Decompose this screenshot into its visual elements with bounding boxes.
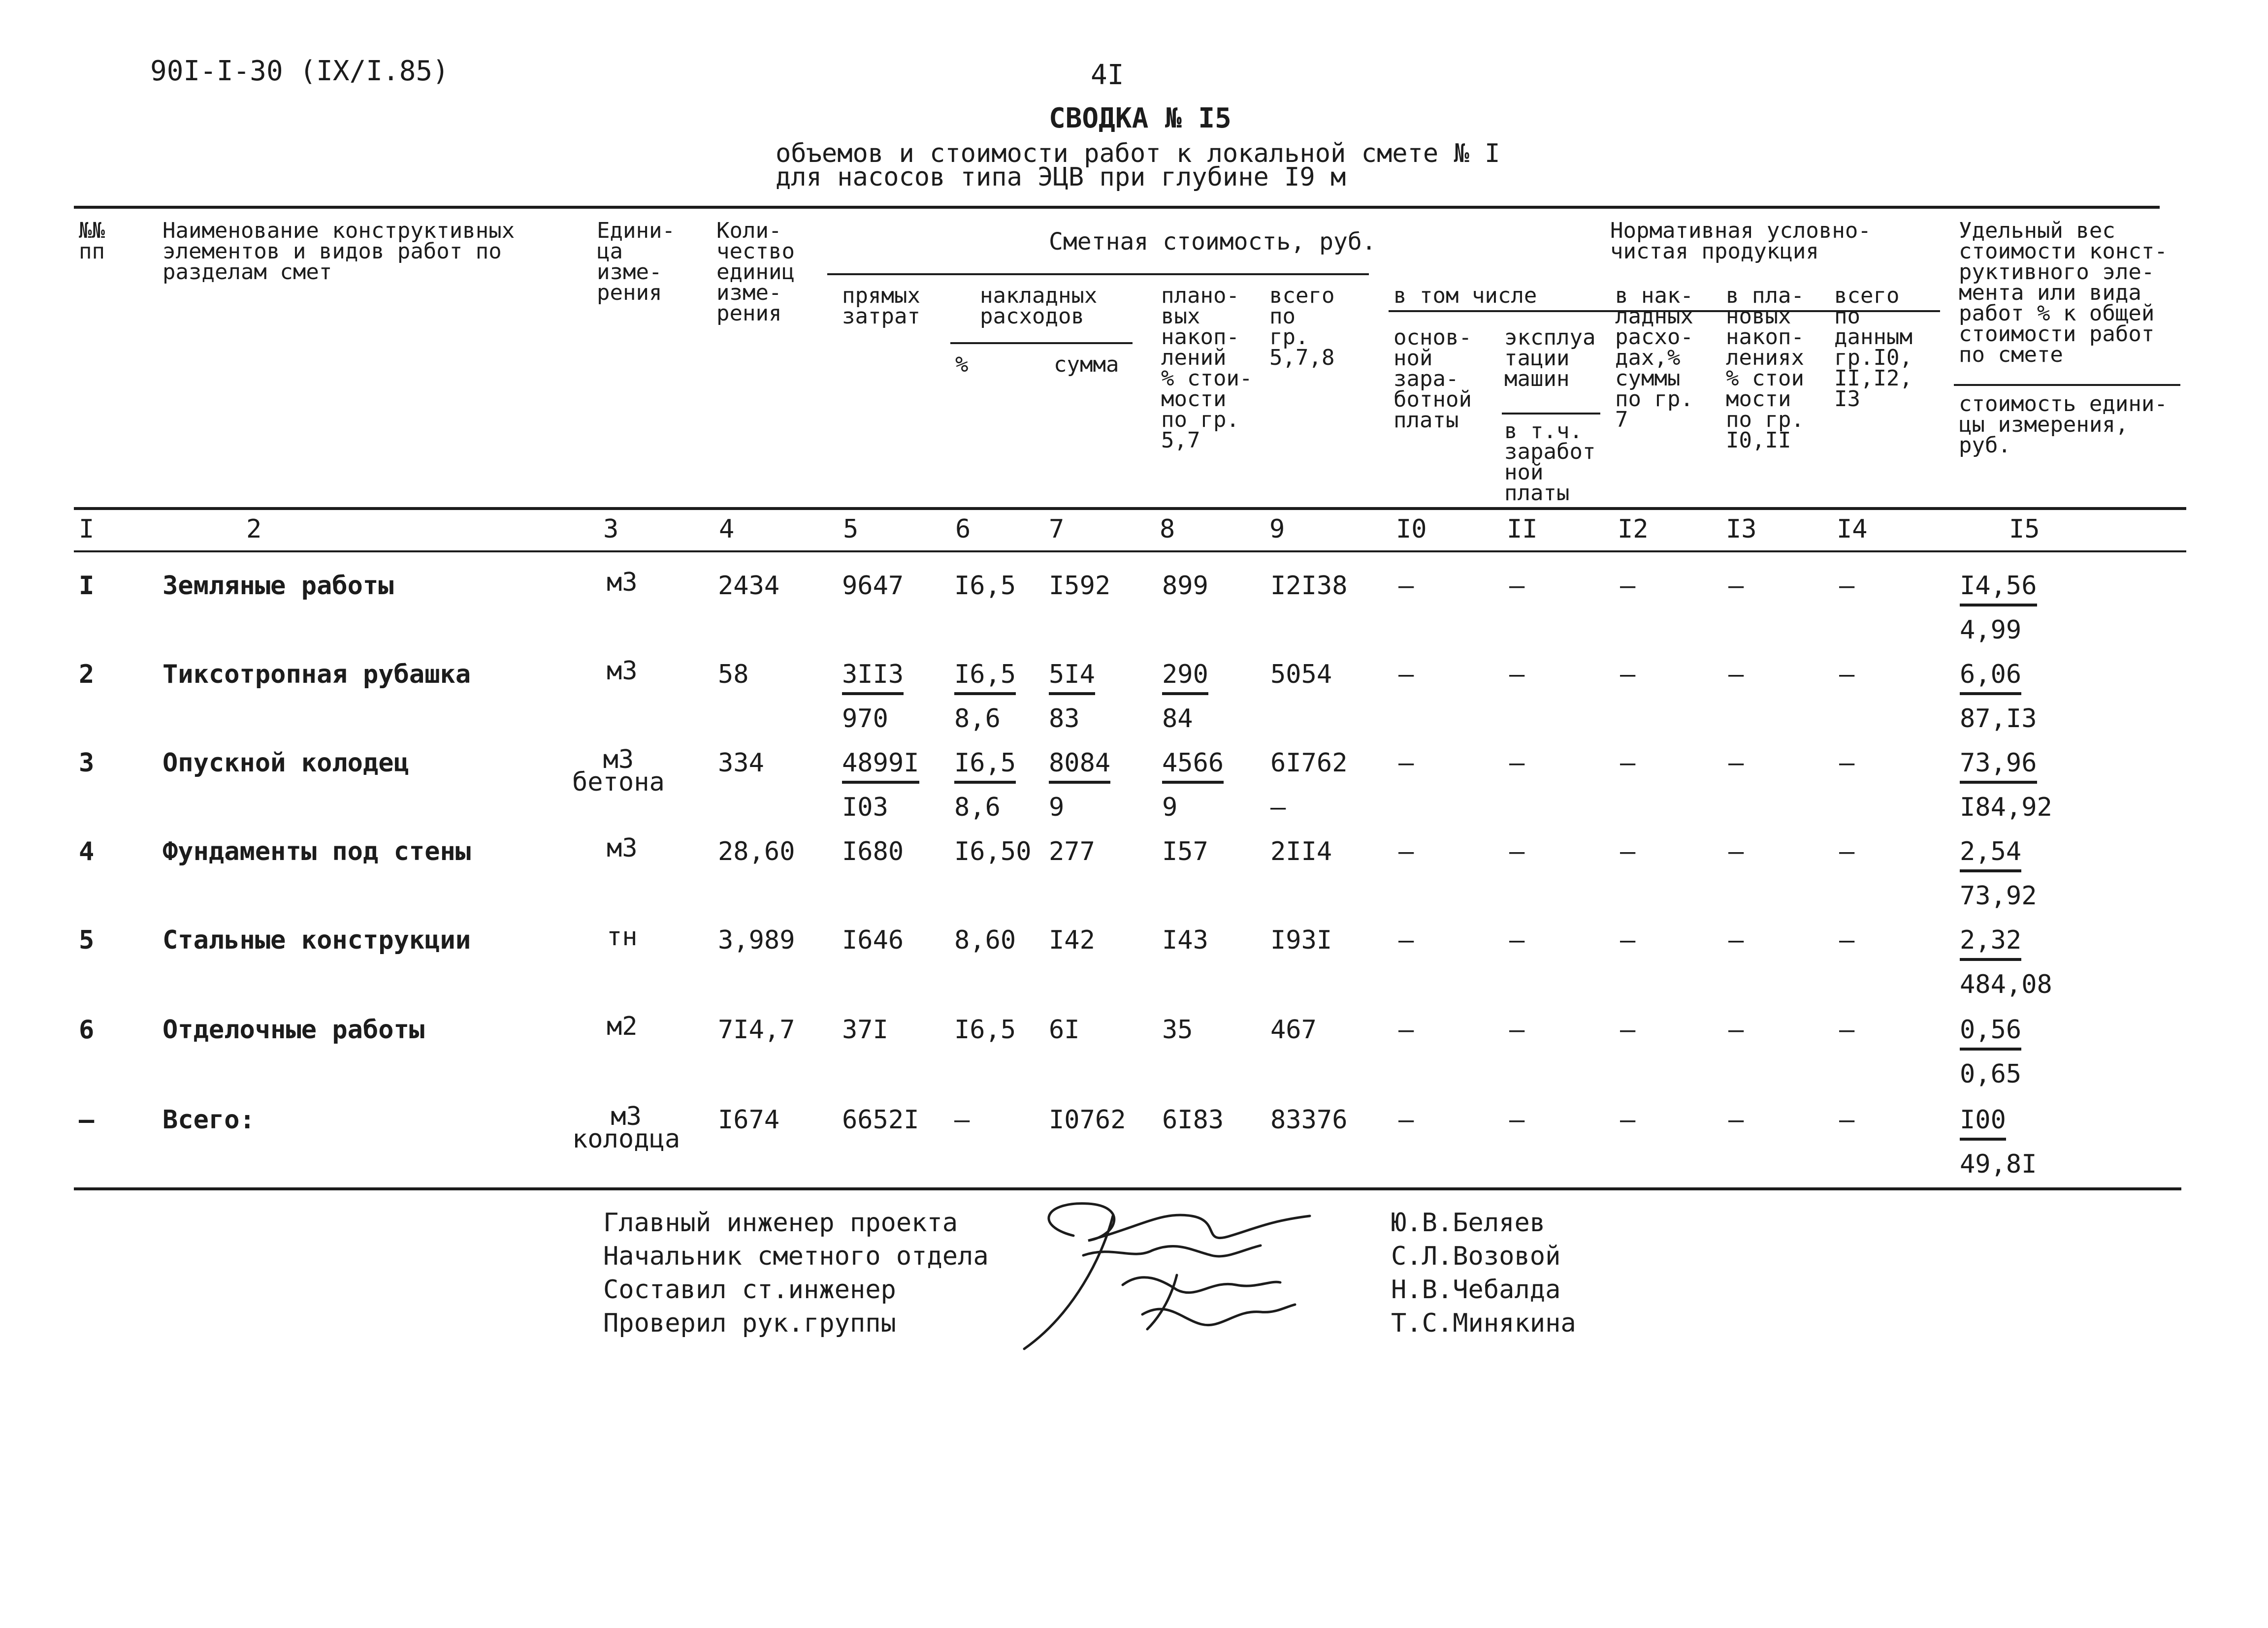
document-code: 90I-I-30 (IX/I.85) <box>150 55 449 87</box>
row-name: Земляные работы <box>162 571 394 601</box>
row-unit-cost: 4,99 <box>1960 615 2022 645</box>
col-number-3: 3 <box>603 514 619 544</box>
row-dash-col-10: – <box>1398 571 1414 601</box>
header-specific-bottom: стоимость едини- цы измерения, руб. <box>1959 391 2168 458</box>
row-overhead-pct-2: 8,6 <box>954 704 1001 734</box>
col-number-10: I0 <box>1396 514 1427 544</box>
row-total: 6I762 <box>1270 748 1348 778</box>
row-overhead-sum-2: 9 <box>1049 793 1065 822</box>
row-unit-cost: 49,8I <box>1960 1149 2037 1179</box>
header-overhead: накладных расходов <box>980 283 1098 329</box>
row-specific-weight: I00 <box>1960 1105 2006 1141</box>
row-qty: 58 <box>718 660 749 689</box>
row-total: 467 <box>1270 1015 1317 1045</box>
row-dash-col-12: – <box>1620 1015 1636 1045</box>
row-dash-col-10: – <box>1398 1015 1414 1045</box>
row-number: 5 <box>79 926 95 955</box>
header-total: всего по гр. 5,7,8 <box>1269 283 1335 370</box>
row-name: Тиксотропная рубашка <box>162 660 471 689</box>
row-specific-weight: 6,06 <box>1960 660 2021 695</box>
row-name: Опускной колодец <box>162 748 409 778</box>
row-dash-col-11: – <box>1509 660 1525 689</box>
row-unit-cost: 73,92 <box>1960 881 2037 911</box>
header-overhead-pct: % <box>955 352 969 377</box>
row-overhead-sum: 277 <box>1049 837 1095 866</box>
row-unit-cost: 484,08 <box>1960 970 2052 999</box>
row-overhead-sum: 8084 <box>1049 748 1110 784</box>
row-dash-col-14: – <box>1839 837 1855 866</box>
row-overhead-pct: – <box>954 1105 970 1135</box>
row-overhead-pct: I6,5 <box>954 748 1016 784</box>
header-planned: плано- вых накоп- лений % стои- мости по гр. 5,7 <box>1161 283 1253 453</box>
row-dash-col-13: – <box>1728 748 1744 778</box>
row-dash-col-13: – <box>1728 926 1744 955</box>
header-num: №№ пп <box>79 218 105 264</box>
row-unit: м3 колодца <box>572 1102 680 1154</box>
col-number-1: I <box>79 514 95 544</box>
signature-name-4: Т.С.Минякина <box>1391 1309 1576 1338</box>
row-dash-col-13: – <box>1728 571 1744 601</box>
row-direct-cost: I646 <box>842 926 904 955</box>
signature-label-estimate-head: Начальник сметного отдела <box>603 1242 989 1271</box>
row-overhead-pct: I6,5 <box>954 660 1016 695</box>
col-number-8: 8 <box>1160 514 1175 544</box>
row-dash-col-11: – <box>1509 571 1525 601</box>
signature-name-1: Ю.В.Беляев <box>1391 1208 1546 1238</box>
row-dash-col-14: – <box>1839 748 1855 778</box>
column-number-bottom-rule <box>74 550 2186 552</box>
header-basic-wage: основ- ной зара- ботной платы <box>1393 325 1472 433</box>
row-dash-col-13: – <box>1728 1015 1744 1045</box>
row-dash-col-13: – <box>1728 1105 1744 1135</box>
header-specific-top: Удельный вес стоимости конст- руктивного эле- мента или вида работ % к общей стоимости работ по смете <box>1959 218 2168 367</box>
row-name: Всего: <box>162 1105 255 1135</box>
row-dash-col-11: – <box>1509 748 1525 778</box>
row-dash-col-12: – <box>1620 1105 1636 1135</box>
table-header-bottom-rule <box>74 507 2186 510</box>
signature-label-chief-engineer: Главный инженер проекта <box>603 1208 958 1238</box>
overhead-rule <box>950 342 1133 344</box>
row-overhead-sum: I592 <box>1049 571 1111 601</box>
row-planned: I43 <box>1162 926 1208 955</box>
row-dash-col-12: – <box>1620 571 1636 601</box>
page-number: 4I <box>1091 59 1124 91</box>
header-cost-group: Сметная стоимость, руб. <box>1049 228 1376 255</box>
signature-label-compiled-by: Составил ст.инженер <box>603 1275 896 1305</box>
row-overhead-pct: I6,5 <box>954 571 1016 601</box>
row-unit: тн <box>607 922 638 952</box>
specific-divider-rule <box>1954 384 2180 386</box>
header-qty: Коли- чество единиц изме- рения <box>716 218 795 326</box>
row-specific-weight: I4,56 <box>1960 571 2037 607</box>
header-machines: эксплуа тации машин <box>1504 325 1596 391</box>
header-direct: прямых затрат <box>842 283 920 329</box>
col-number-12: I2 <box>1618 514 1649 544</box>
document-title: СВОДКА № I5 <box>1049 102 1231 134</box>
handwritten-signatures <box>1014 1181 1369 1369</box>
row-dash-col-12: – <box>1620 926 1636 955</box>
row-dash-col-10: – <box>1398 1105 1414 1135</box>
col-number-5: 5 <box>843 514 859 544</box>
row-dash-col-14: – <box>1839 1105 1855 1135</box>
row-qty: 3,989 <box>718 926 795 955</box>
row-number: 4 <box>79 837 95 866</box>
row-dash-col-13: – <box>1728 660 1744 689</box>
row-unit-cost: 0,65 <box>1960 1059 2022 1089</box>
row-unit: м3 <box>607 656 638 686</box>
row-total: 2II4 <box>1270 837 1332 866</box>
row-dash-col-10: – <box>1398 748 1414 778</box>
row-planned-2: 9 <box>1162 793 1178 822</box>
row-dash-col-14: – <box>1839 1015 1855 1045</box>
row-total: I93I <box>1270 926 1332 955</box>
row-direct-cost: 4899I <box>842 748 919 784</box>
col-number-2: 2 <box>246 514 262 544</box>
document-subtitle-2: для насосов типа ЭЦВ при глубине I9 м <box>776 162 1346 192</box>
row-number: 3 <box>79 748 95 778</box>
row-qty: 28,60 <box>718 837 795 866</box>
row-planned-2: 84 <box>1162 704 1193 734</box>
row-unit-cost: 87,I3 <box>1960 704 2037 734</box>
document-subtitle-1: объемов и стоимости работ к локальной смете № I <box>776 139 1500 168</box>
row-dash-col-11: – <box>1509 926 1525 955</box>
row-planned: 899 <box>1162 571 1208 601</box>
row-overhead-sum: I0762 <box>1049 1105 1126 1135</box>
row-unit-cost: I84,92 <box>1960 793 2052 822</box>
row-dash-col-14: – <box>1839 660 1855 689</box>
header-name: Наименование конструктивных элементов и видов работ по разделам смет <box>162 218 515 285</box>
row-dash-col-14: – <box>1839 926 1855 955</box>
row-dash-col-12: – <box>1620 748 1636 778</box>
row-dash-col-12: – <box>1620 660 1636 689</box>
row-overhead-pct: 8,60 <box>954 926 1016 955</box>
row-overhead-pct: I6,5 <box>954 1015 1016 1045</box>
header-norm-total: всего по данным гр.I0, II,I2, I3 <box>1834 283 1912 412</box>
row-dash-col-11: – <box>1509 837 1525 866</box>
col-number-4: 4 <box>719 514 735 544</box>
header-norm-overhead: в нак- ладных расхо- дах,% суммы по гр. 7 <box>1615 283 1693 432</box>
row-dash-col-11: – <box>1509 1015 1525 1045</box>
row-planned: 6I83 <box>1162 1105 1224 1135</box>
row-overhead-sum: 5I4 <box>1049 660 1095 695</box>
header-overhead-sum: сумма <box>1054 352 1119 377</box>
row-unit: м2 <box>607 1012 638 1041</box>
signature-label-checked-by: Проверил рук.группы <box>603 1309 896 1338</box>
row-direct-cost: 37I <box>842 1015 888 1045</box>
row-qty: 334 <box>718 748 764 778</box>
row-direct-cost: I680 <box>842 837 904 866</box>
row-number: 6 <box>79 1015 95 1045</box>
row-planned: I57 <box>1162 837 1208 866</box>
row-dash-col-14: – <box>1839 571 1855 601</box>
row-dash-col-11: – <box>1509 1105 1525 1135</box>
row-direct-cost: 9647 <box>842 571 904 601</box>
row-direct-cost-2: I03 <box>842 793 888 822</box>
signature-name-3: Н.В.Чебалда <box>1391 1275 1561 1305</box>
signature-name-2: С.Л.Возовой <box>1391 1242 1561 1271</box>
row-dash-col-10: – <box>1398 926 1414 955</box>
col-number-14: I4 <box>1837 514 1868 544</box>
row-overhead-sum: I42 <box>1049 926 1095 955</box>
row-dash-col-13: – <box>1728 837 1744 866</box>
row-overhead-pct: I6,50 <box>954 837 1032 866</box>
row-specific-weight: 2,32 <box>1960 926 2021 961</box>
row-total-2: – <box>1270 793 1286 822</box>
row-specific-weight: 2,54 <box>1960 837 2021 872</box>
col-number-9: 9 <box>1269 514 1285 544</box>
row-name: Отделочные работы <box>162 1015 425 1045</box>
row-dash-col-10: – <box>1398 837 1414 866</box>
row-dash-col-12: – <box>1620 837 1636 866</box>
row-name: Фундаменты под стены <box>162 837 471 866</box>
row-number: I <box>79 571 95 601</box>
row-overhead-pct-2: 8,6 <box>954 793 1001 822</box>
row-number: – <box>79 1105 95 1135</box>
table-top-rule <box>74 206 2160 209</box>
row-planned: 35 <box>1162 1015 1193 1045</box>
row-qty: I674 <box>718 1105 780 1135</box>
row-specific-weight: 73,96 <box>1960 748 2037 784</box>
header-incl: в том числе <box>1393 283 1537 308</box>
col-number-13: I3 <box>1726 514 1757 544</box>
col-number-11: II <box>1507 514 1538 544</box>
row-unit: м3 <box>607 833 638 863</box>
cost-group-rule <box>827 273 1369 275</box>
row-qty: 7I4,7 <box>718 1015 795 1045</box>
header-norm-planned: в пла- новых накоп- лениях % стои мости по гр. I0,II <box>1726 283 1804 453</box>
header-unit: Едини- ца изме- рения <box>597 218 675 305</box>
signature-names <box>1391 1206 1686 1340</box>
header-norm-group: Нормативная условно- чистая продукция <box>1610 218 1871 264</box>
row-qty: 2434 <box>718 571 780 601</box>
row-direct-cost: 6652I <box>842 1105 919 1135</box>
col-number-15: I5 <box>2009 514 2040 544</box>
row-planned: 290 <box>1162 660 1208 695</box>
row-unit: м3 бетона <box>572 745 665 797</box>
row-number: 2 <box>79 660 95 689</box>
row-planned: 4566 <box>1162 748 1224 784</box>
header-machines-wage: в т.ч. заработ ной платы <box>1504 418 1596 506</box>
col-number-6: 6 <box>955 514 971 544</box>
row-dash-col-10: – <box>1398 660 1414 689</box>
row-overhead-sum-2: 83 <box>1049 704 1080 734</box>
row-direct-cost-2: 970 <box>842 704 888 734</box>
row-direct-cost: 3II3 <box>842 660 904 695</box>
row-total: 83376 <box>1270 1105 1348 1135</box>
machines-rule <box>1502 413 1600 415</box>
signature-labels <box>603 1206 1007 1340</box>
row-total: 5054 <box>1270 660 1332 689</box>
row-total: I2I38 <box>1270 571 1348 601</box>
row-overhead-sum: 6I <box>1049 1015 1080 1045</box>
row-specific-weight: 0,56 <box>1960 1015 2021 1051</box>
row-unit: м3 <box>607 568 638 597</box>
col-number-7: 7 <box>1049 514 1065 544</box>
row-name: Стальные конструкции <box>162 926 471 955</box>
